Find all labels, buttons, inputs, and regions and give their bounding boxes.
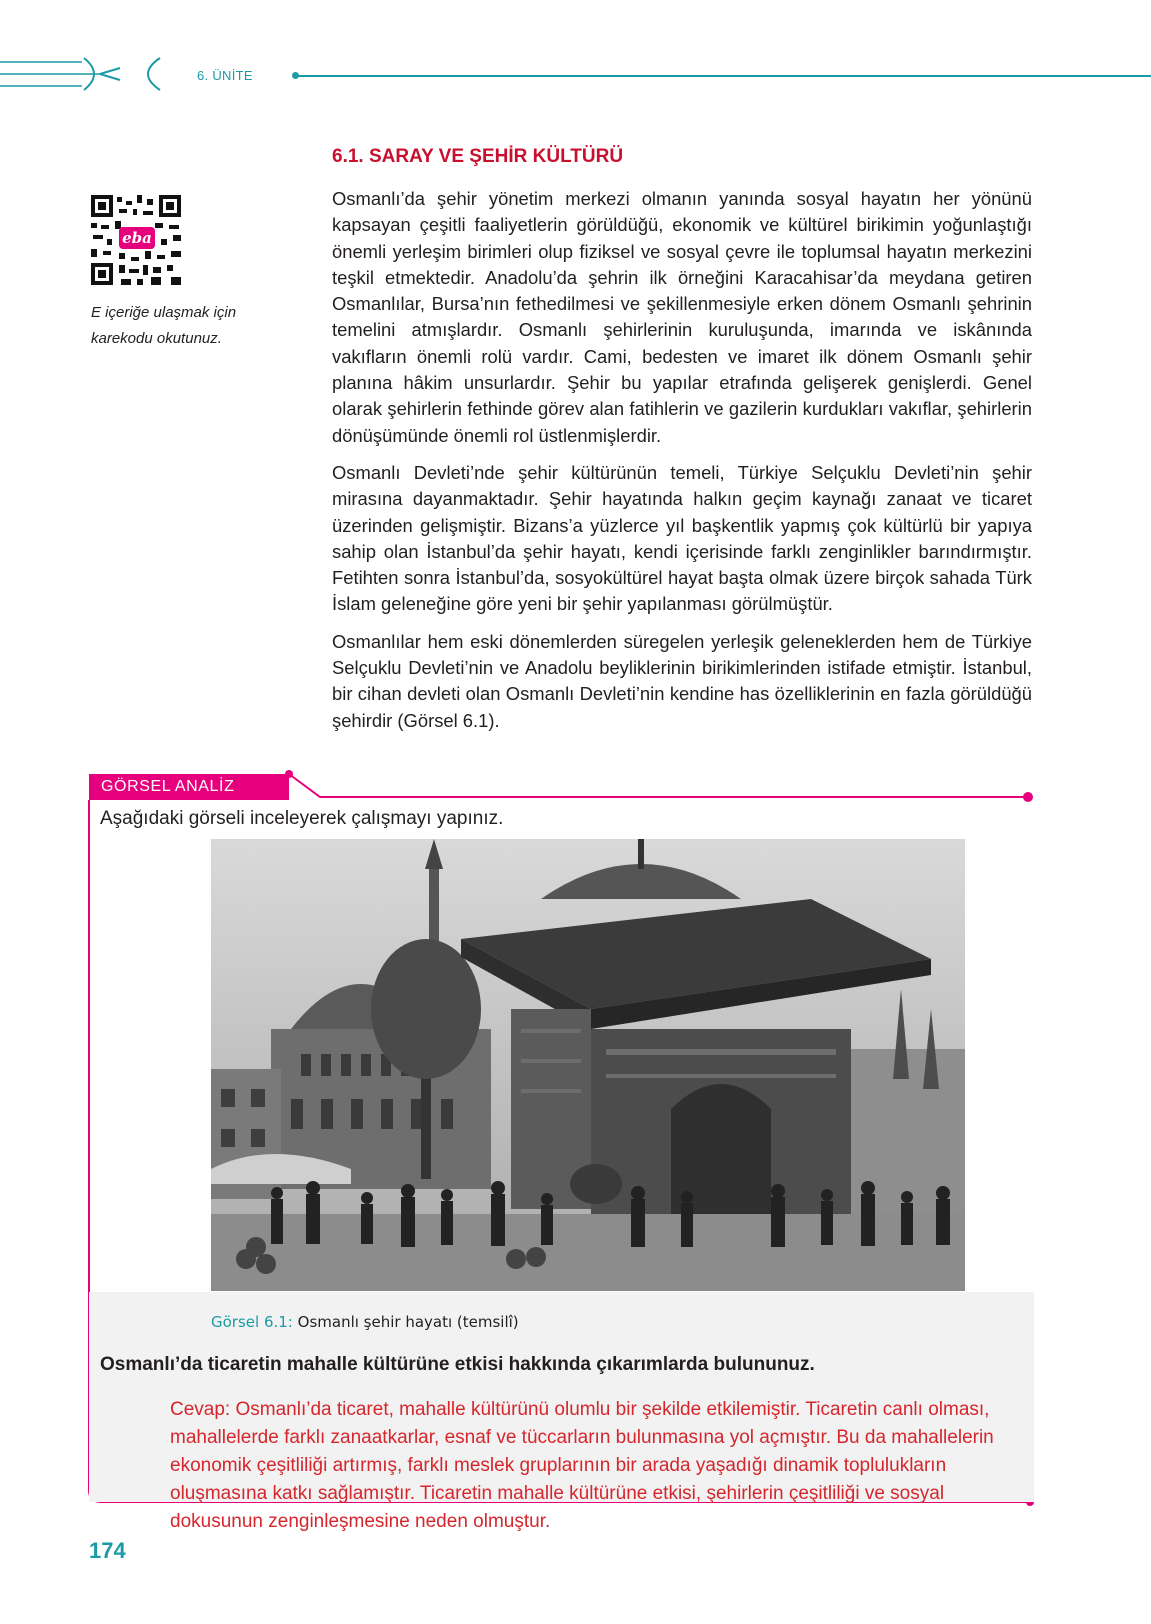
header-rule xyxy=(297,75,1151,77)
figure-caption-text: Osmanlı şehir hayatı (temsilî) xyxy=(297,1313,519,1331)
qr-code-icon[interactable] xyxy=(91,195,181,285)
figure-caption xyxy=(211,1313,519,1331)
gorsel-analiz-tab: GÖRSEL ANALİZ xyxy=(89,774,289,800)
paragraph: Osmanlı Devleti’nde şehir kültürünün temeli, Türkiye Selçuklu Devleti’nin şehir mirasına dayanmaktadır. Şehir hayatında halkın geçim kaynağı zanaat ve ticaret üzerinden gelişmiştir. Bizans’a yüzlerce yıl başkentlik yapmış çok kültürlü bir yapıya sahip olan İstanbul’da şehir hayatı, kendi içerisinde farklı zenginlikler barındırmıştır. Fetihten sonra İstanbul’da, sosyokültürel hayat başta olmak üzere birçok sahada Türk İslam geleneğine göre yeni bir şehir yapılanması görülmüştür. xyxy=(332,461,1032,615)
analysis-question: Osmanlı’da ticaretin mahalle kültürüne etkisi hakkında çıkarımlarda bulununuz. xyxy=(100,1354,815,1375)
figure-caption-label: Görsel 6.1: xyxy=(211,1313,293,1331)
analysis-instruction: Aşağıdaki görseli inceleyerek çalışmayı yapınız. xyxy=(100,808,504,829)
analysis-answer: Cevap: Osmanlı’da ticaret, mahalle kültürünü olumlu bir şekilde etkilemiştir. Ticaretin canlı olması, mahallelerde farklı zanaatkarlar, esnaf ve tüccarların bulunmasına yol açmıştır. Bu da mahallelerin ekonomik çeşitliliği artırmış, farklı meslek gruplarının bir arada yaşadığı dinamik toplulukların oluşmasına katkı sağlamıştır. Ticaretin mahalle kültürüne etkisi, şehirlerin çeşitliliği ve sosyal dokusunun zenginleşmesine neden olmuştur. xyxy=(170,1399,994,1532)
qr-caption: E içeriğe ulaşmak için karekodu okutunuz. xyxy=(91,304,237,347)
body-text xyxy=(332,186,1032,745)
paragraph: Osmanlı’da şehir yönetim merkezi olmanın yanında sosyal hayatın her yönünü kapsayan çeşitli faaliyetlerin görüldüğü, ekonomik ve kültürel birikimin yoğunlaştığı önemli yerleşim birimleri olup fiziksel ve sosyal çevre ile toplumsal hayatın merkezini teşkil etmektedir. Anadolu’da şehrin ilk örneğini Karacahisar’da meydana getiren Osmanlılar, Bursa’nın fethedilmesi ve şekillenmesiyle erken dönem Osmanlı şehrinin temelini atmışlardır. Osmanlı şehirlerinin kuruluşunda, imarında ve iskânında vakıfların önemli rolü vardır. Cami, bedesten ve imaret ilk dönem Osmanlı şehir planına hâkim unsurlardır. Şehir bu yapılar etrafında gelişerek genişlerdi. Genel olarak şehirlerin fethinde görev alan fatihlerin ve gazilerin kurdukları vakıflar, şehirlerin dönüşümünde önemli rol üstlenmişlerdir. xyxy=(332,188,1032,446)
page-number: 174 xyxy=(89,1538,126,1563)
unit-label: 6. ÜNİTE xyxy=(197,68,253,83)
section-title: 6.1. SARAY VE ŞEHİR KÜLTÜRÜ xyxy=(332,146,624,167)
ottoman-city-engraving xyxy=(211,839,965,1291)
eba-logo: eba xyxy=(122,229,152,247)
header-ornament xyxy=(0,54,170,94)
paragraph: Osmanlılar hem eski dönemlerden süregelen yerleşik geleneklerden hem de Türkiye Selçuklu Devleti’nin ve Anadolu beyliklerinin birikimlerinden istifade etmiştir. İstanbul, bir cihan devleti olan Osmanlı Devleti’nin kendine has özelliklerinin en fazla görüldüğü şehirdir (Görsel 6.1). xyxy=(332,630,1032,731)
